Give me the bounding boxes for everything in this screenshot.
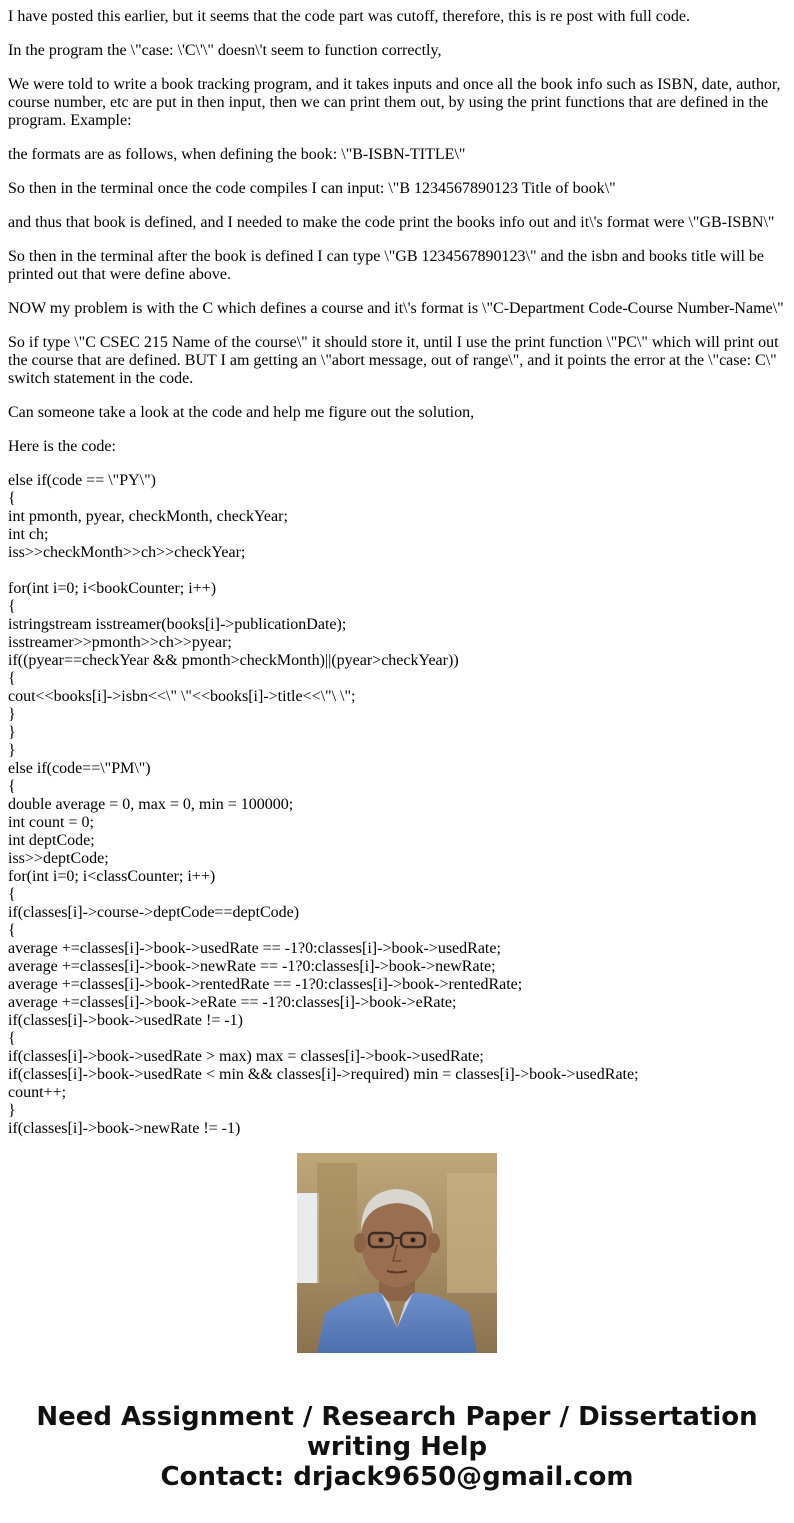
banner-line-2: writing Help: [306, 1432, 488, 1462]
post-paragraph: and thus that book is defined, and I needed to make the code print the books info out and it\'s format were \"GB-ISBN\": [8, 214, 775, 231]
author-avatar: [297, 1153, 497, 1353]
post-paragraph: We were told to write a book tracking program, and it takes inputs and once all the book info such as ISBN, date, author, course number, etc are put in then input, then we can print them out, by using the print functions that are defined in the program. Example:: [8, 76, 781, 129]
post-body: [8, 0, 788, 1137]
code-block: else if(code == \"PY\") { int pmonth, pyear, checkMonth, checkYear; int ch; iss>>checkMonth>>ch>>checkYear; for(int i=0; i<bookCounter; i++) { istringstream isstreamer(books[i]->publicationDate); isstreamer>>pmonth>>ch>>pyear; if((pyear==checkYear && pmonth>checkMonth)||(pyear>checkYear)) { cout<<books[i]->isbn<<\" \"<<books[i]->title<<\"\ \"; } } } else if(code==\"PM\") { double average = 0, max = 0, min = 100000; int count = 0; int deptCode; iss>>deptCode; for(int i=0; i<classCounter; i++) { if(classes[i]->course->deptCode==deptCode) { average +=classes[i]->book->usedRate == -1?0:classes[i]->book->usedRate; average +=classes[i]->book->newRate == -1?0:classes[i]->book->newRate; average +=classes[i]->book->rentedRate == -1?0:classes[i]->book->rentedRate; average +=classes[i]->book->eRate == -1?0:classes[i]->book->eRate; if(classes[i]->book->usedRate != -1) { if(classes[i]->book->usedRate > max) max = classes[i]->book->usedRate; if(classes[i]->book->usedRate < min && classes[i]->required) min = classes[i]->book->usedRate; count++; } if(classes[i]->book->newRate != -1): [8, 472, 639, 1137]
post-paragraph: So then in the terminal after the book is defined I can type \"GB 1234567890123\" and the isbn and books title will be printed out that were define above.: [8, 248, 765, 283]
post-paragraph: I have posted this earlier, but it seems that the code part was cutoff, therefore, this is re post with full code.: [8, 8, 690, 25]
post-paragraph: So if type \"C CSEC 215 Name of the course\" it should store it, until I use the print function \"PC\" which will print out the course that are defined. BUT I am getting an \"abort message, out of range\", and it points the error at the \"case: C\" switch statement in the code.: [8, 334, 779, 387]
author-portrait-image: [297, 1153, 497, 1353]
post-paragraph: In the program the \"case: \'C\'\" doesn\'t seem to function correctly,: [8, 42, 442, 59]
post-paragraph: Can someone take a look at the code and help me figure out the solution,: [8, 404, 475, 421]
banner-contact-line: Contact: drjack9650@gmail.com: [160, 1462, 634, 1492]
post-paragraph: NOW my problem is with the C which defines a course and it\'s format is \"C-Department Code-Course Number-Name\": [8, 300, 784, 317]
post-paragraph: Here is the code:: [8, 438, 116, 455]
post-paragraph: the formats are as follows, when defining the book: \"B-ISBN-TITLE\": [8, 146, 466, 163]
contact-banner: [0, 1402, 794, 1492]
post-paragraph: So then in the terminal once the code compiles I can input: \"B 1234567890123 Title of book\": [8, 180, 616, 197]
banner-line-1: Need Assignment / Research Paper / Dissertation: [36, 1402, 758, 1432]
